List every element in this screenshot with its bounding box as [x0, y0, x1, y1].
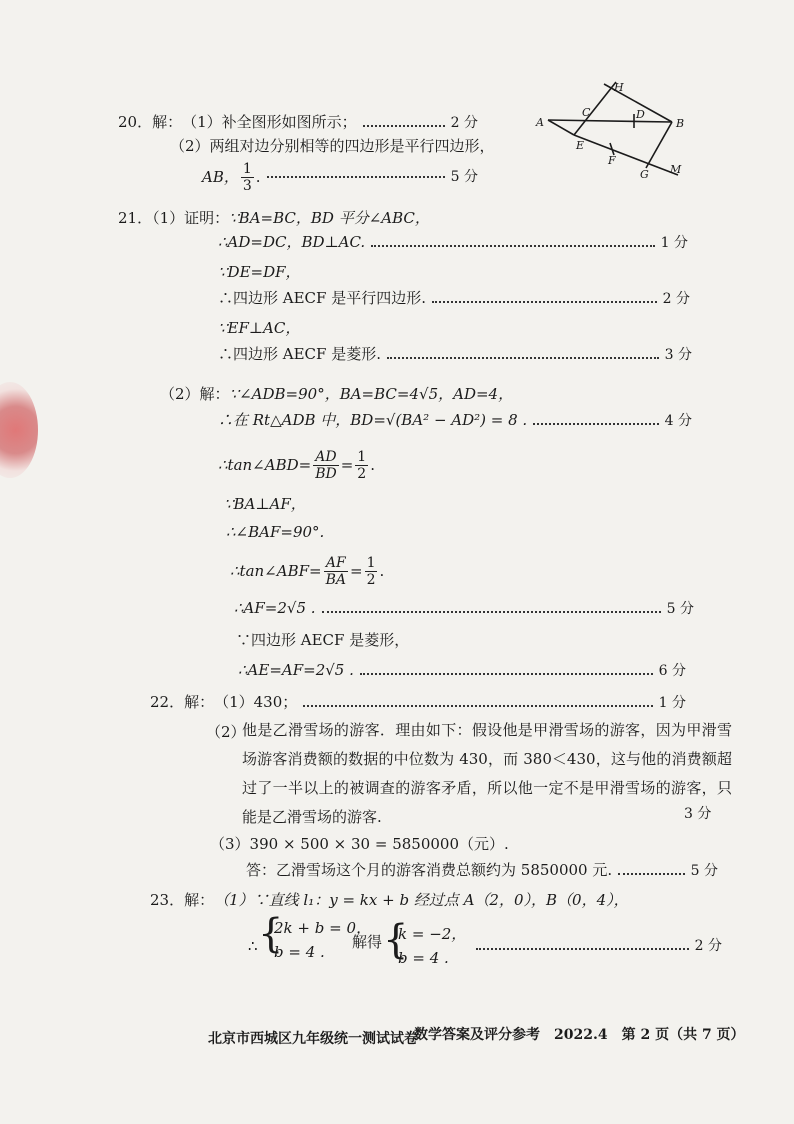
therefore-symbol: ∴ [248, 937, 258, 955]
figure-label-d: D [636, 108, 645, 121]
solve-label: 解得 [352, 933, 383, 951]
q21-part2-line-7: ∴AF=2√5 . 5 分 [234, 599, 694, 617]
q22-line-4: 答：乙滑雪场这个月的游客消费总额约为 5850000 元. 5 分 [246, 861, 718, 879]
q20-answer-ab: AB， [202, 168, 239, 186]
q20-line-1 [118, 112, 478, 133]
figure-label-g: G [640, 168, 649, 181]
q21-line-5: ∵EF⊥AC， [218, 319, 301, 337]
q22-part2-label: （2） [206, 723, 246, 741]
figure-label-e: E [576, 139, 585, 152]
q22-line-1: 22．解： （1）430； 1 分 [150, 693, 686, 711]
q22-line-3: （3）390 × 500 × 30 = 5850000（元）. [210, 835, 509, 853]
red-ink-blot [0, 382, 38, 478]
q22-part2-score [684, 804, 711, 824]
fraction-ad-bd: $\frac{AD}{BD}$ [315, 448, 337, 482]
q21-part2-line-1: （2）解： ∵∠ADB=90°，BA=BC=4√5，AD=4， [160, 385, 514, 403]
left-brace-icon: { [258, 911, 284, 957]
fraction-one-third: $\frac{1}{3}$ [242, 160, 252, 194]
score-label: 1 分 [660, 235, 688, 251]
fraction-af-ba: $\frac{AF}{BA}$ [325, 554, 346, 588]
q21-part2-line-4: ∵BA⊥AF， [224, 495, 306, 513]
score-label: 2 分 [694, 938, 722, 954]
q20-number: 20．解： [118, 113, 183, 131]
q23-line-1: 23．解： （1）∵直线 l₁：y = kx + b 经过点 A（2，0），B（0，4）， [150, 891, 629, 909]
q20-text-2: （2）两组对边分别相等的四边形是平行四边形， [170, 137, 495, 155]
q21-part2-line-6: ∴tan∠ABF= $\frac{AF}{BA}$ = $\frac{1}{2}$ . [230, 554, 385, 588]
fraction-one-half: $\frac{1}{2}$ [366, 554, 376, 588]
system-solution: k = −2， b = 4 . [398, 925, 467, 967]
left-brace-icon: { [383, 917, 409, 963]
q21-part2-line-5: ∴∠BAF=90°. [226, 523, 325, 541]
q21-part2-line-3: ∴tan∠ABD= $\frac{AD}{BD}$ = $\frac{1}{2}$ . [218, 448, 375, 482]
q21-line-2: ∴AD=DC，BD⊥AC. 1 分 [218, 233, 688, 251]
score-label: 2 分 [450, 115, 478, 131]
q22-number: 22．解： [150, 693, 215, 711]
q20-text-1: （1）补全图形如图所示； [182, 113, 357, 131]
q20-line-2 [170, 136, 495, 156]
footer-school: 北京市西城区九年级统一测试试卷 [208, 1031, 418, 1047]
q21-number: 21．（1）证明： [118, 209, 230, 227]
score-label: 6 分 [658, 663, 686, 679]
q21-line-1: 21．（1）证明： ∵BA=BC，BD 平分∠ABC， [118, 209, 430, 227]
q22-part2-paragraph: 他是乙滑雪场的游客．理由如下：假设他是甲滑雪场的游客，因为甲滑雪场游客消费额的数据的中位数为 430，而 380＜430，这与他的消费额超过了一半以上的被调查的游客矛盾，所以他一定不是甲滑雪场的游客，只能是乙滑雪场的游客. [242, 721, 732, 826]
q21-line-3: ∵DE=DF， [218, 263, 301, 281]
geometry-figure [530, 78, 700, 182]
score-label: 2 分 [662, 291, 690, 307]
score-label: 3 分 [664, 347, 692, 363]
figure-label-f: F [608, 154, 616, 167]
score-label: 5 分 [450, 169, 478, 185]
q21-line-4: ∴四边形 AECF 是平行四边形. 2 分 [218, 289, 690, 307]
q21-part2-line-2: ∴在 Rt△ADB 中，BD=√(BA² − AD²) = 8 . 4 分 [218, 411, 692, 429]
score-label: 1 分 [658, 695, 686, 711]
footer-page-info: 数学答案及评分参考 2022.4 第 2 页（共 7 页） [414, 1027, 745, 1043]
system-equation-1: 2k + b = 0， b = 4 . [274, 919, 371, 961]
score-label: 5 分 [666, 601, 694, 617]
q21-part2-line-8: ∵四边形 AECF 是菱形， [236, 631, 410, 649]
q23-score-line [470, 936, 722, 956]
figure-label-h: H [614, 81, 624, 94]
fraction-one-half: $\frac{1}{2}$ [357, 448, 367, 482]
figure-label-b: B [676, 117, 685, 130]
figure-label-c: C [582, 106, 591, 119]
q23-number: 23．解： [150, 891, 215, 909]
q20-line-3: AB， $\frac{1}{3}$ . 5 分 [202, 160, 478, 194]
score-label: 5 分 [690, 863, 718, 879]
q21-part2-line-9: ∴AE=AF=2√5 . 6 分 [238, 661, 686, 679]
figure-label-a: A [536, 116, 544, 129]
score-label: 4 分 [664, 413, 692, 429]
score-label: 3 分 [684, 806, 712, 822]
figure-label-m: M [670, 163, 682, 176]
q21-line-6: ∴四边形 AECF 是菱形. 3 分 [218, 345, 692, 363]
